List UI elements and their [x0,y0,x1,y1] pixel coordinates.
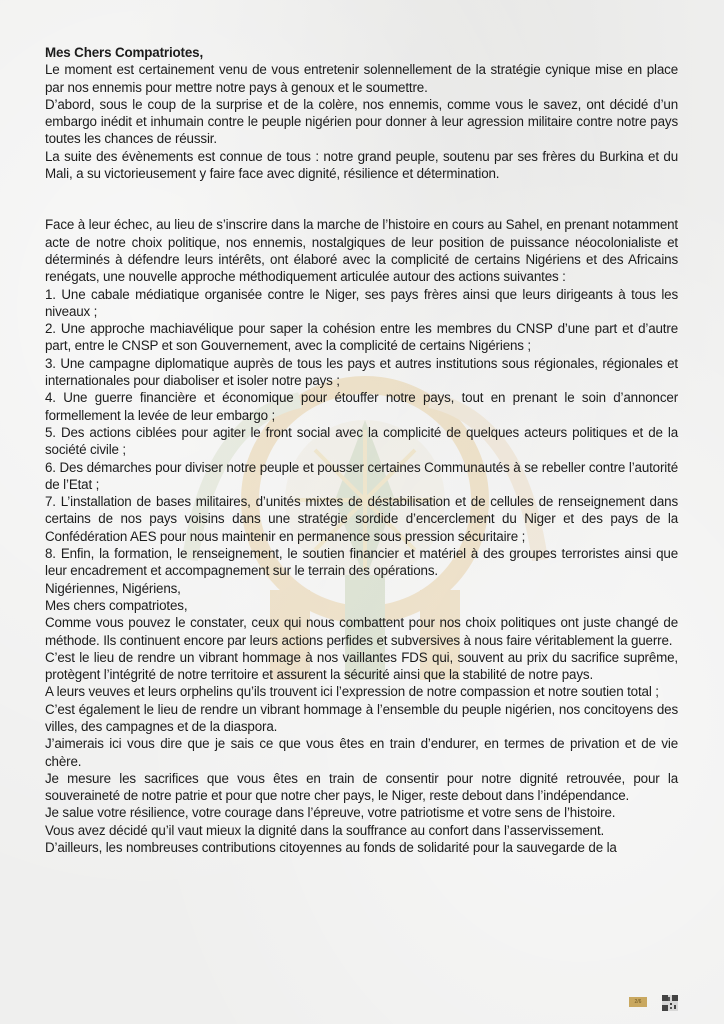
document-body [45,44,678,856]
closing-paragraph-5: J’aimerais ici vous dire que je sais ce que vous êtes en train d’endurer, en termes de privation et de vie chère. [45,736,678,769]
actions-intro-paragraph: Face à leur échec, au lieu de s’inscrire dans la marche de l’histoire en cours au Sahel, en prenant notamment acte de notre choix politique, nos ennemis, nostalgiques de leur position de puissance néocolonialiste et déterminés à défendre leurs intérêts, ont élaboré avec la complicité de certains Nigériens et des Africains renégats, une nouvelle approche méthodiquement articulée autour des actions suivantes : [45,217,678,285]
closing-paragraph-6: Je mesure les sacrifices que vous êtes en train de consentir pour notre dignité retrouvée, pour la souveraineté de notre patrie et pour que notre cher pays, le Niger, reste debout dans l’indépendance. [45,770,678,804]
salutation-line-2: Mes chers compatriotes, [45,597,188,613]
qr-code-icon [662,995,678,1011]
action-item-5: 5. Des actions ciblées pour agiter le front social avec la complicité de quelques acteurs politiques et de la société civile ; [45,424,678,458]
action-item-7: 7. L’installation de bases militaires, d’unités mixtes de déstabilisation et de cellules de renseignement dans certains de nos pays voisins dans une stratégie sordide d’encerclement du Niger et des pays de la Confédération AES pour nous maintenir en permanence sous pression sécuritaire ; [45,494,678,544]
intro-paragraph-3: La suite des évènements est connue de tous : notre grand peuple, soutenu par ses frères du Burkina et du Mali, a su victorieusement y faire face avec dignité, résilience et détermination. [45,148,678,182]
page-indicator: 2/6 [629,997,647,1007]
closing-paragraph-1: Comme vous pouvez le constater, ceux qui nous combattent pour nos choix politiques ont juste changé de méthode. Ils continuent encore par leurs actions perfides et subversives à nous faire véritablement la guerre. [45,615,678,648]
closing-paragraph-9: D’ailleurs, les nombreuses contributions citoyennes au fonds de solidarité pour la sauvegarde de la [45,840,617,856]
action-item-4: 4. Une guerre financière et économique pour étouffer notre pays, tout en prenant le soin d’annoncer formellement la levée de leur embargo ; [45,390,678,423]
action-item-3: 3. Une campagne diplomatique auprès de tous les pays et autres institutions sous régionales, régionales et internationales pour diaboliser et isoler notre pays ; [45,355,678,389]
closing-paragraph-2: C’est le lieu de rendre un vibrant hommage à nos vaillantes FDS qui, souvent au prix du sacrifice suprême, protègent l’intégrité de notre territoire et assurent la sécurité ainsi que la stabilité de notre pays. [45,649,678,683]
paragraph-gap [45,182,678,216]
document-heading: Mes Chers Compatriotes, [45,45,204,60]
closing-paragraph-3: A leurs veuves et leurs orphelins qu’ils trouvent ici l’expression de notre compassion et notre soutien total ; [45,684,659,700]
closing-paragraph-4: C’est également le lieu de rendre un vibrant hommage à l’ensemble du peuple nigérien, nos concitoyens des villes, des campagnes et de la diaspora. [45,701,678,734]
intro-paragraph-1: Le moment est certainement venu de vous entretenir solennellement de la stratégie cynique mise en place par nos ennemis pour mettre notre pays à genoux et le soumettre. [45,62,678,95]
action-item-2: 2. Une approche machiavélique pour saper la cohésion entre les membres du CNSP d’une part et d’autre part, entre le CNSP et son Gouvernement, avec la complicité de certains Nigériens ; [45,321,678,354]
closing-paragraph-7: Je salue votre résilience, votre courage dans l’épreuve, votre patriotisme et votre sens de l’histoire. [45,805,616,821]
action-item-6: 6. Des démarches pour diviser notre peuple et pousser certaines Communautés à se rebeller contre l’autorité de l’Etat ; [45,459,678,492]
salutation-line-1: Nigériennes, Nigériens, [45,580,181,596]
action-item-1: 1. Une cabale médiatique organisée contre le Niger, ses pays frères ainsi que leurs dirigeants à tous les niveaux ; [45,286,678,319]
intro-paragraph-2: D’abord, sous le coup de la surprise et de la colère, nos ennemis, comme vous le savez, ont décidé d’un embargo inédit et inhumain contre le peuple nigérien pour donner à leur agression militaire contre notre pays toutes les chances de réussir. [45,96,678,147]
closing-paragraph-8: Vous avez décidé qu’il vaut mieux la dignité dans la souffrance au confort dans l’asservissement. [45,822,605,838]
action-item-8: 8. Enfin, la formation, le renseignement, le soutien financier et matériel à des groupes terroristes ainsi que leur encadrement et accompagnement sur le terrain des opérations. [45,546,678,579]
